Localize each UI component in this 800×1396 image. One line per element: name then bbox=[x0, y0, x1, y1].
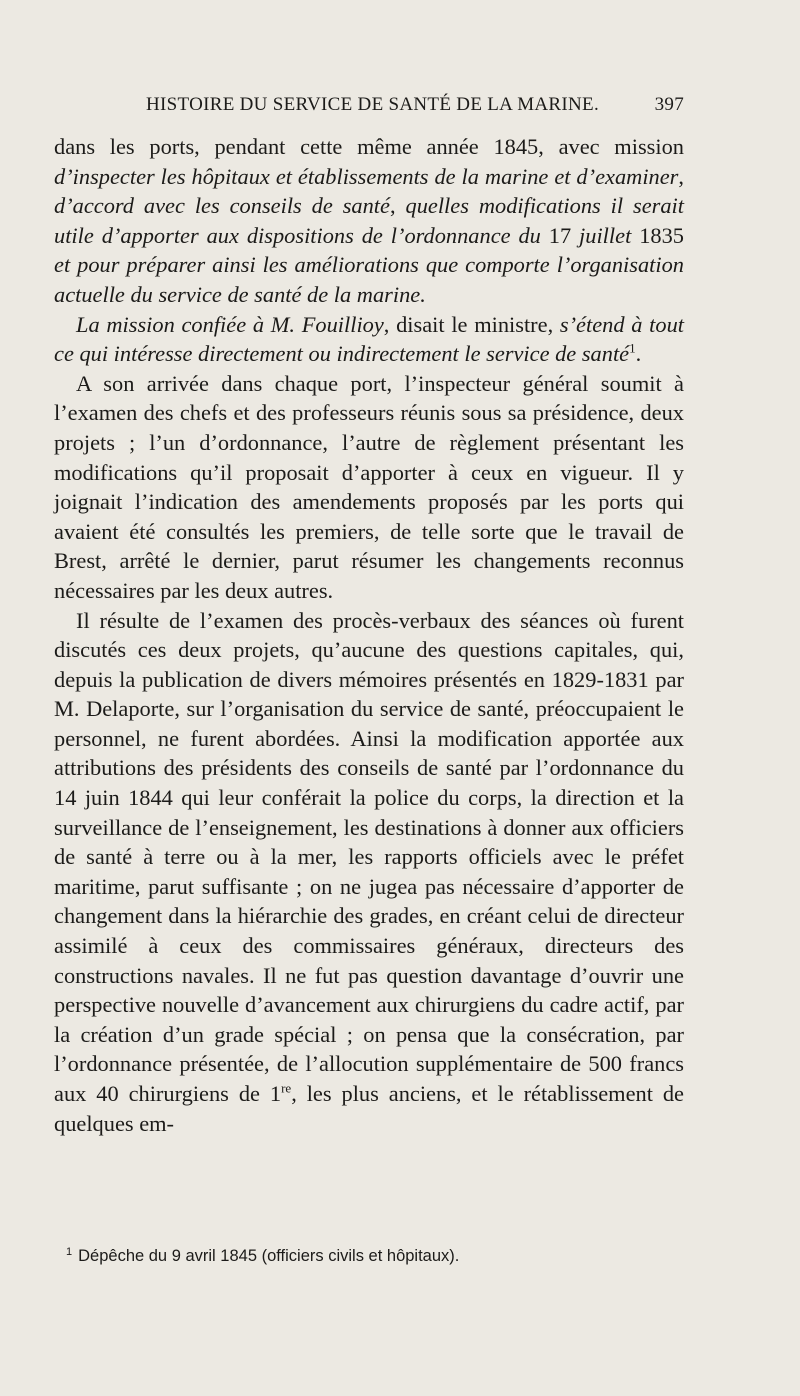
ordinal-superscript: re bbox=[281, 1080, 292, 1096]
italic-run: d’inspecter les hôpitaux et établissements de la marine et d’examiner bbox=[54, 163, 679, 189]
paragraph-4 bbox=[54, 606, 684, 1139]
footnote-reference[interactable]: 1 bbox=[629, 340, 636, 356]
paragraph-1 bbox=[54, 132, 684, 310]
text-run: , bbox=[678, 163, 684, 189]
footnote-marker: 1 bbox=[66, 1245, 73, 1258]
italic-run: et pour préparer ainsi les améliorations que comporte l’organisation actuelle du service de santé de la marine. bbox=[54, 252, 684, 307]
page-number: 397 bbox=[654, 94, 684, 115]
italic-run: quelles modifications il serait utile d’apporter aux dispositions de l’ordonnance du bbox=[54, 193, 685, 248]
footnote-text: Dépêche du 9 avril 1845 (officiers civils et hôpitaux). bbox=[78, 1247, 460, 1265]
text-run: dans les ports, pendant cette même année 1845, avec mission bbox=[54, 134, 684, 159]
text-run: . bbox=[635, 341, 642, 367]
body-text bbox=[54, 132, 684, 1138]
paragraph-3: A son arrivée dans chaque port, l’inspecteur général soumit à l’examen des chefs et des professeurs réunis sous sa présidence, deux projets ; l’un d’ordonnance, l’autre de règlement présentant les modifications qu’il proposait d’apporter à ceux en vigueur. Il y joignait l’indication des amendements proposés par les ports qui avaient été consultés les premiers, de telle sorte que le travail de Brest, arrêté le dernier, parut résumer les changements reconnus nécessaires par les deux autres. bbox=[54, 370, 684, 603]
italic-run: La mission confiée à M. Fouillioy bbox=[76, 311, 384, 337]
footnote bbox=[66, 1246, 666, 1266]
running-title: HISTOIRE DU SERVICE DE SANTÉ DE LA MARINE. bbox=[146, 94, 599, 115]
italic-run: s’étend à tout ce qui intéresse directement ou indirectement le service de santé bbox=[54, 311, 684, 367]
text-run: 1835 bbox=[631, 222, 684, 248]
text-run: , les plus anciens, et le rétablissement de quelques em- bbox=[54, 1081, 684, 1136]
paragraph-2 bbox=[54, 310, 684, 369]
italic-run: d’accord avec les conseils de santé bbox=[54, 193, 390, 219]
text-run: , disait le ministre, bbox=[383, 311, 560, 337]
text-run: 17 bbox=[540, 222, 580, 248]
text-run: , bbox=[389, 193, 406, 219]
text-run: Il résulte de l’examen des procès-verbaux des séances où furent discutés ces deux projets, qu’aucune des questions capitales, qui, depuis la publication de divers mémoires présentés en 1829-1831 par M. Delaporte, sur l’organisation du service de santé, préoccupaient le personnel, ne furent abordées. Ainsi la modification apportée aux attributions des présidents des conseils de santé par l’ordonnance du 14 juin 1844 qui leur conférait la police du corps, la direction et la surveillance de l’enseignement, les destinations à donner aux officiers de santé à terre ou à la mer, les rapports officiels avec le préfet maritime, parut suffisante ; on ne jugea pas nécessaire d’apporter de changement dans la hiérarchie des grades, en créant celui de directeur assimilé à ceux des commissaires généraux, directeurs des constructions navales. Il ne fut pas question davantage d’ouvrir une perspective nouvelle d’avancement aux chirurgiens du cadre actif, par la création d’un grade spécial ; on pensa que la consécration, par l’ordonnance présentée, de l’allocution supplémentaire de 500 francs aux 40 chirurgiens de 1 bbox=[54, 607, 684, 1106]
italic-run: juillet bbox=[579, 222, 632, 248]
